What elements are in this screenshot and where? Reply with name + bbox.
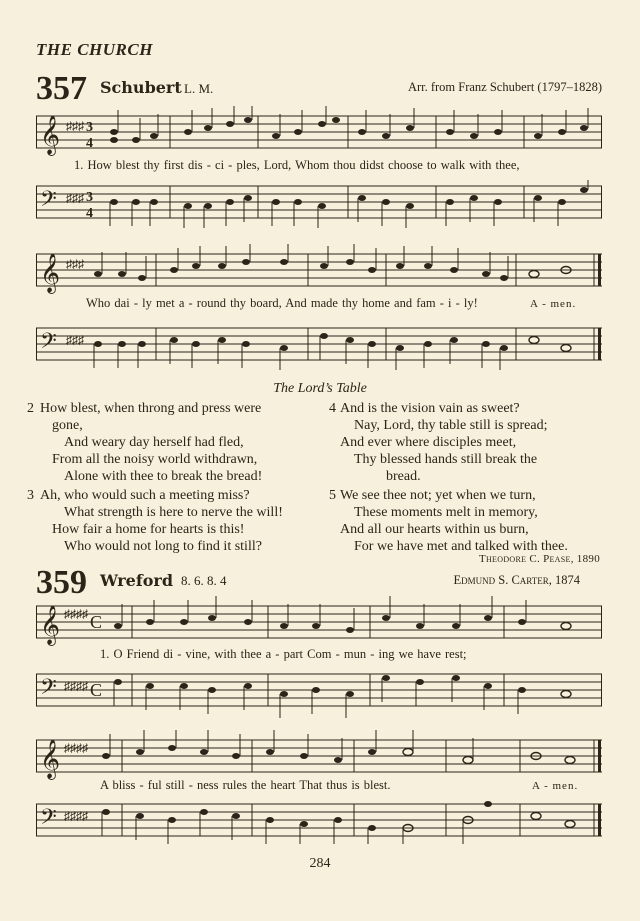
staff-357-2-bass — [36, 318, 604, 374]
hymn-number-357: 357 — [36, 70, 87, 107]
svg-text:♯♯♯♯: ♯♯♯♯ — [64, 741, 88, 755]
verse-line: And is the vision vain as sweet? — [340, 401, 520, 416]
verse-line: From all the noisy world withdrawn, — [52, 452, 258, 467]
bass-clef-icon: 𝄢 — [40, 675, 57, 705]
attribution-359: Edmund S. Carter, 1874 — [453, 573, 580, 587]
author-credit-357: Theodore C. Pease, 1890 — [478, 553, 600, 565]
meter-359: 8. 6. 8. 4 — [181, 573, 227, 588]
verse-line: And all our hearts within us burn, — [340, 522, 529, 537]
treble-clef-icon: 𝄞 — [40, 115, 61, 155]
amen-357: A - men. — [530, 298, 577, 310]
verse-line: What strength is here to nerve the will! — [64, 505, 283, 520]
svg-text:4: 4 — [86, 206, 93, 221]
bass-clef-icon: 𝄢 — [40, 805, 57, 835]
svg-text:3: 3 — [86, 190, 93, 205]
tune-name-357: Schubert — [100, 78, 182, 97]
lyric-359-line2: A bliss - ful still - ness rules the heart That thus is blest. — [100, 778, 391, 792]
bass-clef-icon: 𝄢 — [40, 329, 57, 359]
verse-line: gone, — [52, 418, 83, 433]
svg-text:♯♯♯: ♯♯♯ — [66, 191, 84, 205]
svg-text:4: 4 — [86, 136, 93, 151]
staff-357-1-treble — [36, 106, 604, 158]
treble-clef-icon: 𝄞 — [40, 253, 61, 293]
staff-359-2-bass — [36, 798, 604, 846]
verse-line: And ever where disciples meet, — [340, 435, 517, 450]
svg-text:C: C — [90, 612, 103, 632]
svg-text:♯♯♯: ♯♯♯ — [66, 333, 84, 347]
page-number: 284 — [309, 856, 331, 871]
verse-number: 5 — [329, 488, 336, 503]
svg-text:♯♯♯♯: ♯♯♯♯ — [64, 679, 88, 693]
verse-number: 2 — [27, 401, 34, 416]
staff-357-1-bass — [36, 180, 604, 232]
verse-line: For we have met and talked with thee. — [354, 539, 568, 554]
meter-357: L. M. — [184, 81, 214, 96]
verse-line: Ah, who would such a meeting miss? — [40, 488, 250, 503]
verse-line: How blest, when throng and press were — [40, 401, 262, 416]
verse-line: We see thee not; yet when we turn, — [340, 488, 536, 503]
verse-number: 4 — [329, 401, 336, 416]
attribution-357: Arr. from Franz Schubert (1797–1828) — [407, 80, 602, 94]
svg-text:♯♯♯: ♯♯♯ — [66, 257, 84, 271]
lyric-357-line2: Who dai - ly met a - round thy board, And made thy home and fam - i - ly! — [86, 296, 478, 310]
verse-number: 3 — [27, 488, 34, 503]
verse-line: bread. — [386, 469, 421, 484]
bass-clef-icon: 𝄢 — [40, 187, 57, 217]
staff-357-2-treble — [36, 244, 604, 296]
verse-line: These moments melt in memory, — [354, 505, 538, 520]
tune-name-359: Wreford — [100, 571, 174, 590]
verse-line: And weary day herself had fled, — [64, 435, 244, 450]
hymn-title-357: The Lord’s Table — [273, 381, 367, 396]
lyric-359-line1: 1. O Friend di - vine, with thee a - part Com - mun - ing we have rest; — [100, 647, 467, 661]
svg-text:3: 3 — [86, 120, 93, 135]
staff-359-1-bass — [36, 668, 604, 724]
staff-359-1-treble — [36, 596, 604, 648]
hymn-number-359: 359 — [36, 564, 87, 601]
treble-clef-icon: 𝄞 — [40, 605, 61, 645]
verse-line: How fair a home for hearts is this! — [52, 522, 245, 537]
section-title: THE CHURCH — [36, 40, 153, 59]
svg-text:♯♯♯♯: ♯♯♯♯ — [64, 809, 88, 823]
lyric-357-line1: 1. How blest thy first dis - ci - ples, Lord, Whom thou didst choose to walk with thee, — [74, 158, 520, 172]
svg-text:♯♯♯: ♯♯♯ — [66, 119, 84, 133]
svg-text:C: C — [90, 680, 103, 700]
treble-clef-icon: 𝄞 — [40, 739, 61, 779]
svg-text:♯♯♯♯: ♯♯♯♯ — [64, 607, 88, 621]
verse-line: Alone with thee to break the bread! — [64, 469, 263, 484]
verse-line: Nay, Lord, thy table still is spread; — [354, 418, 548, 433]
verse-line: Thy blessed hands still break the — [354, 452, 538, 467]
amen-359: A - men. — [532, 780, 579, 792]
staff-359-2-treble — [36, 730, 604, 782]
verse-line: Who would not long to find it still? — [64, 539, 262, 554]
